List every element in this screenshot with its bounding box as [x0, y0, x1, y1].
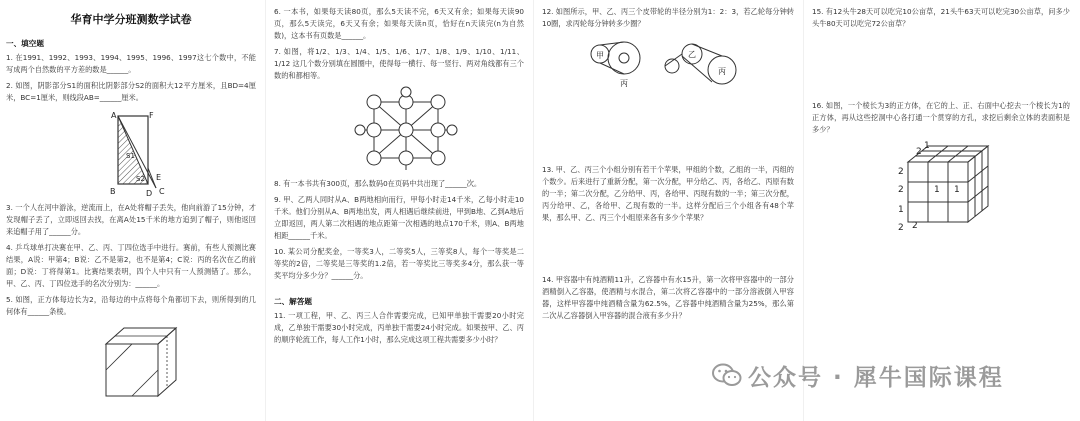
cube-label-3: 2: [898, 167, 904, 177]
wheel-label-bing-right: 丙: [718, 67, 726, 76]
cube-label-4: 2: [898, 185, 904, 195]
wheel-label-jia: 甲: [596, 51, 604, 60]
wheel-label-bing-left: 丙: [620, 79, 628, 88]
exam-title: 华育中学分班测数学试卷: [70, 13, 192, 26]
question-10: 10. 某公司分配奖金，一等奖3人，二等奖5人，三等奖8人，每个一等奖是二等奖的2倍，二等奖是三等奖的1.2倍，若一等奖比三等奖多4分，那么获一等奖平均分多少分？______分。: [274, 247, 524, 280]
figure-pulley-wheels: [542, 34, 794, 96]
fig-label-c: C: [159, 187, 165, 196]
page-1: [0, 0, 262, 421]
wheel-label-yi: 乙: [688, 50, 696, 59]
cube-label-7: 2: [912, 221, 918, 231]
fig-label-d: D: [146, 189, 153, 198]
question-11: 11. 一项工程，甲、乙、丙三人合作需要完成，已知甲单独干需要20小时完成，乙单独干需要30小时完成，丙单独干需要24小时完成。如果按甲、乙、丙的顺序轮流工作，每人工作1小时，那么完成这项工程共需要多少小时？: [274, 311, 524, 344]
cube-label-5: 1: [898, 205, 904, 215]
question-15: 15. 有12头牛28天可以吃完10公亩草，21头牛63天可以吃完30公亩草，问多少头牛80天可以吃完72公亩草？: [812, 7, 1070, 28]
question-5: 5. 如图，正方体每边长为2，沿每边的中点将每个角都切下去，则所得到的几何体有______条棱。: [6, 295, 256, 316]
question-2: 2. 如图，阴影部分S1的面积比阴影部分S2的面积大12平方厘米，且BD=4厘米，BC=1厘米，则线段AB=______厘米。: [6, 81, 256, 102]
page-divider: [265, 0, 266, 421]
watermark-text: 公众号 · 犀牛国际课程: [748, 364, 1004, 391]
question-13: 13. 甲、乙、丙三个小组分别有若干个苹果，甲组的个数，乙组的一半，丙组的个数少。后来进行了重新分配，第一次分配，甲分给乙、丙，各给乙、丙原有数的一半；第二次分配，乙分给甲、丙，各给甲、丙现有数的一半；第三次分配，丙分给甲、乙，各给甲、乙现有数的一半。这样分配后三个小组各有48个苹果，那么甲、乙、丙三个小组原来各有多少个苹果？: [542, 165, 794, 222]
cube-label-8: 1: [954, 185, 960, 195]
question-3: 3. 一个人在河中游泳，逆流而上，在A处将帽子丢失，他向前游了15分钟，才发现帽子丢了，立即返回去找，在离A处15千米的地方追到了帽子，则他返回来追帽子用了______分。: [6, 203, 256, 236]
wechat-icon: [712, 362, 742, 388]
fig-label-s1: S1: [126, 152, 135, 160]
fig-label-s2: S2: [136, 175, 145, 183]
fig-label-a: A: [111, 111, 117, 120]
section-answer-heading: 二、解答题: [274, 297, 312, 306]
cube-label-2: 1: [924, 141, 930, 151]
figure-hollow-cube: [812, 140, 1070, 236]
cube-label-1: 2: [916, 147, 922, 157]
wechat-watermark: [712, 358, 1004, 392]
page-2: [268, 0, 530, 421]
question-8: 8. 有一本书共有300页，那么数码0在页码中共出现了______次。: [274, 179, 482, 188]
figure-circle-grid: [274, 86, 524, 174]
fig-label-f: F: [149, 111, 154, 120]
question-1: 1. 在1991、1992、1993、1994、1995、1996、1997这七个数中，不能写成两个自然数的平方差的数是______。: [6, 53, 256, 74]
figure-cut-cube: [6, 322, 256, 402]
question-14: 14. 甲容器中有纯酒精11升，乙容器中有水15升，第一次将甲容器中的一部分酒精倒入乙容器，使酒精与水混合，第二次将乙容器中的一部分溶液倒入甲容器，这样甲容器中纯酒精含量为62.5%，乙容器中纯酒精含量为25%，那么第二次从乙容器倒入甲容器的混合液有多少升？: [542, 275, 794, 320]
question-4: 4. 乒乓球单打决赛在甲、乙、丙、丁四位选手中进行。赛前，有些人预测比赛结果，A说：甲第4；B说：乙不是第2，也不是第4；C说：丙的名次在乙的前面；D说：丁将得第1。比赛结果表明，四个人中只有一人预测错了。那么，甲、乙、丙、丁四位选手的名次分别为：______。: [6, 243, 256, 288]
question-7: 7. 如图，将1/2、1/3、1/4、1/5、1/6、1/7、1/8、1/9、1/10、1/11、1/12 这几个数分别填在圆圈中，使得每一横行、每一竖行、两对角线都有三个数的和都相等。: [274, 47, 524, 80]
fig-label-e: E: [156, 173, 162, 182]
cube-label-9: 2: [898, 223, 904, 233]
question-9: 9. 甲、乙两人同时从A、B两地相向而行，甲每小时走14千米，乙每小时走10千米。他们分别从A、B两地出发，两人相遇后继续前进，甲到B地、乙到A地后立即返回，两人第二次相遇的地点距第一次相遇的地点170千米，则A、B两地相距______千米。: [274, 195, 524, 240]
question-16: 16. 如图，一个棱长为3的正方体，在它的上、正、右面中心挖去一个棱长为1的正方体，再从这些挖洞中心各打通一个贯穿的方孔，求挖后剩余立体的表面积是多少？: [812, 101, 1070, 134]
question-6: 6. 一本书，如果每天读80页，那么5天读不完，6天又有余；如果每天读90页，那么5天读完，6天又有余；如果每天读n页，恰好在n天读完(n为自然数)，这本书有页数是______。: [274, 7, 524, 40]
question-12: 12. 如图所示，甲、乙、丙三个皮带轮的半径分别为1：2：3，若乙轮每分钟转10圈，求丙轮每分钟转多少圈？: [542, 7, 794, 28]
figure-triangle-rectangle: [6, 108, 256, 198]
cube-label-6: 1: [934, 185, 940, 195]
page-divider: [533, 0, 534, 421]
fig-label-b: B: [110, 187, 116, 196]
section-fill-blank-heading: 一、填空题: [6, 39, 44, 48]
